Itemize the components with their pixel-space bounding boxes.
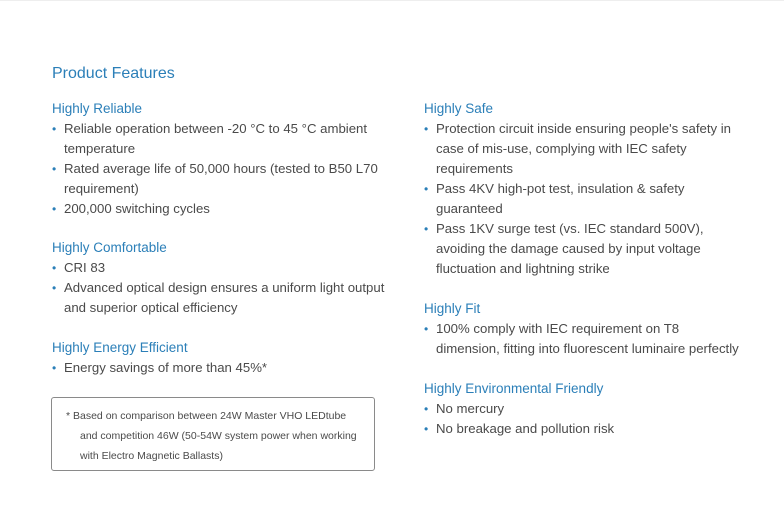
list-item xyxy=(424,399,744,419)
bullet-icon: • xyxy=(424,182,429,196)
list-item-text: Pass 1KV surge test (vs. IEC standard 500V), avoiding the damage caused by input voltage fluctuation and lightning strike xyxy=(436,221,704,276)
list-item-text: No breakage and pollution risk xyxy=(436,421,615,436)
list-item xyxy=(424,419,744,439)
feature-list xyxy=(52,119,392,219)
bullet-icon: • xyxy=(424,222,429,236)
feature-section-safe xyxy=(424,99,744,279)
list-item-text: 100% comply with IEC requirement on T8 dimension, fitting into fluorescent luminaire perfectly xyxy=(436,321,739,356)
bullet-icon: • xyxy=(424,122,429,136)
list-item xyxy=(52,159,392,199)
list-item xyxy=(424,219,744,279)
feature-section-energy-efficient xyxy=(52,338,392,378)
list-item-text: No mercury xyxy=(436,401,505,416)
bullet-icon: • xyxy=(424,422,429,436)
page-title: Product Features xyxy=(52,65,175,82)
bullet-icon: • xyxy=(424,322,429,336)
top-divider xyxy=(0,0,784,1)
right-feature-column xyxy=(424,99,744,439)
footnote-text: * Based on comparison between 24W Master VHO LEDtube and competition 46W (50-54W system power when working with Electro Magnetic Ballasts) xyxy=(66,410,357,462)
section-heading: Highly Environmental Friendly xyxy=(424,381,604,396)
list-item xyxy=(424,179,744,219)
list-item xyxy=(424,119,744,179)
list-item-text: Advanced optical design ensures a uniform light output and superior optical efficiency xyxy=(64,280,385,315)
section-heading: Highly Fit xyxy=(424,301,481,316)
list-item-text: 200,000 switching cycles xyxy=(64,201,210,216)
feature-list xyxy=(424,399,744,439)
list-item xyxy=(52,258,392,278)
list-item-text: Pass 4KV high-pot test, insulation & safety guaranteed xyxy=(436,181,685,216)
feature-list xyxy=(52,358,392,378)
bullet-icon: • xyxy=(52,261,57,275)
section-heading: Highly Energy Efficient xyxy=(52,340,188,355)
list-item-text: Rated average life of 50,000 hours (tested to B50 L70 requirement) xyxy=(64,161,378,196)
list-item-text: CRI 83 xyxy=(64,260,106,275)
left-feature-column xyxy=(52,99,392,378)
feature-section-reliable xyxy=(52,99,392,219)
footnote-box xyxy=(51,397,375,471)
bullet-icon: • xyxy=(52,281,57,295)
feature-section-environmental xyxy=(424,379,744,439)
section-heading: Highly Comfortable xyxy=(52,240,167,255)
bullet-icon: • xyxy=(424,402,429,416)
feature-section-comfortable xyxy=(52,238,392,318)
list-item xyxy=(424,319,744,359)
bullet-icon: • xyxy=(52,361,57,375)
feature-section-fit xyxy=(424,299,744,359)
list-item xyxy=(52,278,392,318)
list-item xyxy=(52,119,392,159)
bullet-icon: • xyxy=(52,122,57,136)
list-item xyxy=(52,199,392,219)
feature-list xyxy=(52,258,392,318)
list-item-text: Energy savings of more than 45%* xyxy=(64,360,268,375)
list-item-text: Reliable operation between -20 °C to 45 °C ambient temperature xyxy=(64,121,368,156)
bullet-icon: • xyxy=(52,162,57,176)
section-heading: Highly Safe xyxy=(424,101,494,116)
section-heading: Highly Reliable xyxy=(52,101,143,116)
feature-list xyxy=(424,319,744,359)
bullet-icon: • xyxy=(52,202,57,216)
feature-list xyxy=(424,119,744,279)
list-item xyxy=(52,358,392,378)
list-item-text: Protection circuit inside ensuring people's safety in case of mis-use, complying with IEC safety requirements xyxy=(436,121,731,176)
